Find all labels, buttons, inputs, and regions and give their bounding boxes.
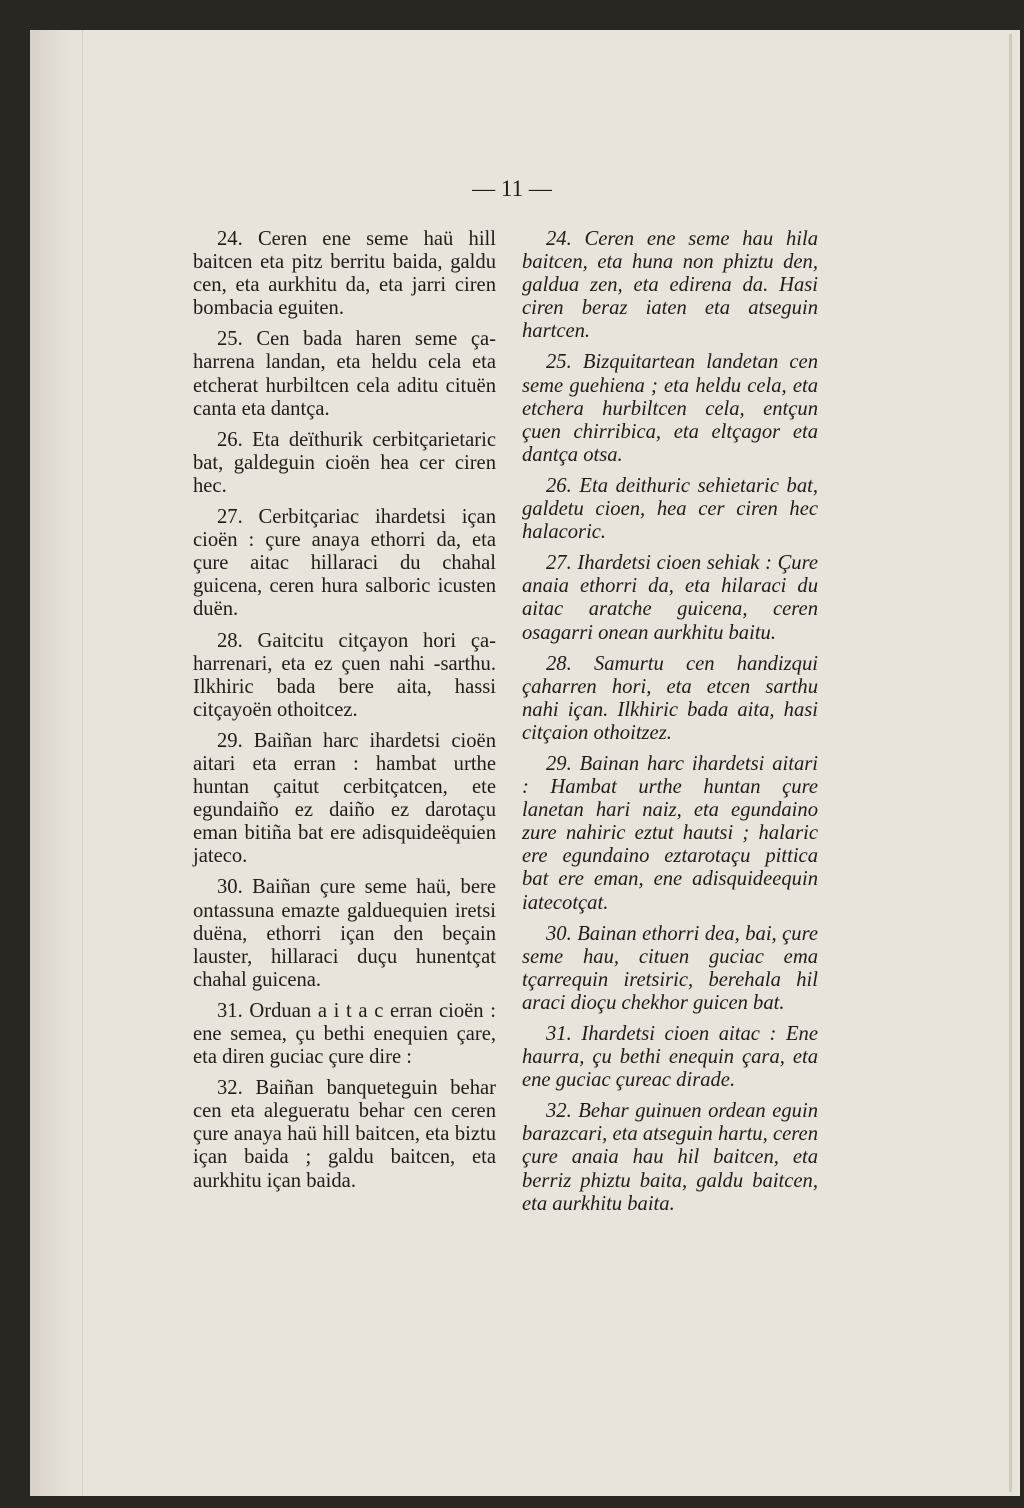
verse-27: 27. Cerbitçariac ihardetsi içan cioën : çure anaya ethorri da, eta çure aitac hillaraci du chahal guicena, ceren hura salboric icusten duën.	[193, 506, 496, 621]
verse-25: 25. Bizquitartean landetan cen seme guehiena ; eta heldu cela, eta etchera hurbiltcen cela, entçun çuen chirribica, eta eltçagor eta dantça otsa.	[522, 351, 818, 466]
right-column-basque-text	[522, 228, 818, 1224]
verse-29: 29. Bainan harc ihardetsi aitari : Hambat urthe huntan çure lanetan hari naiz, eta egundaino zure nahiric eztut hautsi ; halaric ere egundaino eztarotaçu pittica bat ere eman, ene adisquideequin iatecotçat.	[522, 752, 818, 914]
page-number: — 11 —	[472, 176, 552, 201]
verse-25: 25. Cen bada haren seme çaharrena landan, eta heldu cela eta etcherat hurbiltcen cela aditu cituën canta eta dantça.	[193, 328, 496, 420]
verse-24: 24. Ceren ene seme haü hill baitcen eta pitz berritu baida, galdu cen, eta aurkhitu da, eta jarri ciren bombacia eguiten.	[193, 228, 496, 320]
left-column-basque-text	[193, 228, 496, 1201]
verse-32: 32. Baiñan banqueteguin behar cen eta alegueratu behar cen ceren çure anaya haü hill baitcen, eta biztu içan baida ; galdu baitcen, eta aurkhitu içan baida.	[193, 1077, 496, 1192]
verse-24: 24. Ceren ene seme hau hila baitcen, eta huna non phiztu den, galdua zen, eta edirena da. Hasi ciren beraz iaten eta atseguin hartcen.	[522, 228, 818, 343]
verse-30: 30. Bainan ethorri dea, bai, çure seme hau, cituen guciac ema tçarrequin iretsiric, berehala hil araci dioçu chekhor guicen bat.	[522, 922, 818, 1014]
verse-29: 29. Baiñan harc ihardetsi cioën aitari eta erran : hambat urthe huntan çaitut cerbitçatcen, ete egundaiño ez daiño ez darotaçu eman bitiña bat ere adisquideëquien jateco.	[193, 729, 496, 868]
verse-28: 28. Samurtu cen handizqui çaharren hori, eta etcen sarthu nahi içan. Ilkhiric bada aita, hasi citçaion othoitzez.	[522, 652, 818, 744]
verse-30: 30. Baiñan çure seme haü, bere ontassuna emazte galduequien iretsi duëna, ethorri içan den beçain lauster, hillaraci duçu hunentçat chahal guicena.	[193, 876, 496, 991]
page-edge	[1009, 34, 1012, 1492]
verse-26: 26. Eta deithuric sehietaric bat, galdetu cioen, hea cer ciren hec halacoric.	[522, 474, 818, 544]
page-gutter	[30, 30, 83, 1496]
verse-28: 28. Gaitcitu citçayon hori çaharrenari, eta ez çuen nahi -sarthu. Ilkhiric bada bere aita, hassi citçayoën othoitcez.	[193, 629, 496, 721]
verse-27: 27. Ihardetsi cioen sehiak : Çure anaia ethorri da, eta hilaraci du aitac aratche guicena, ceren osagarri onean aurkhitu baitu.	[522, 552, 818, 644]
verse-26: 26. Eta deïthurik cerbitçarietaric bat, galdeguin cioën hea cer ciren hec.	[193, 428, 496, 497]
verse-31: 31. Ihardetsi cioen aitac : Ene haurra, çu bethi enequin çara, eta ene guciac çureac dirade.	[522, 1023, 818, 1092]
verse-31: 31. Orduan a i t a c erran cioën : ene semea, çu bethi enequien çare, eta diren guciac çure dire :	[193, 999, 496, 1069]
verse-32: 32. Behar guinuen ordean eguin barazcari, eta atseguin hartu, ceren çure anaia hau hil baitcen, eta berriz phiztu baita, galdu baitcen, eta aurkhitu baita.	[522, 1100, 818, 1215]
